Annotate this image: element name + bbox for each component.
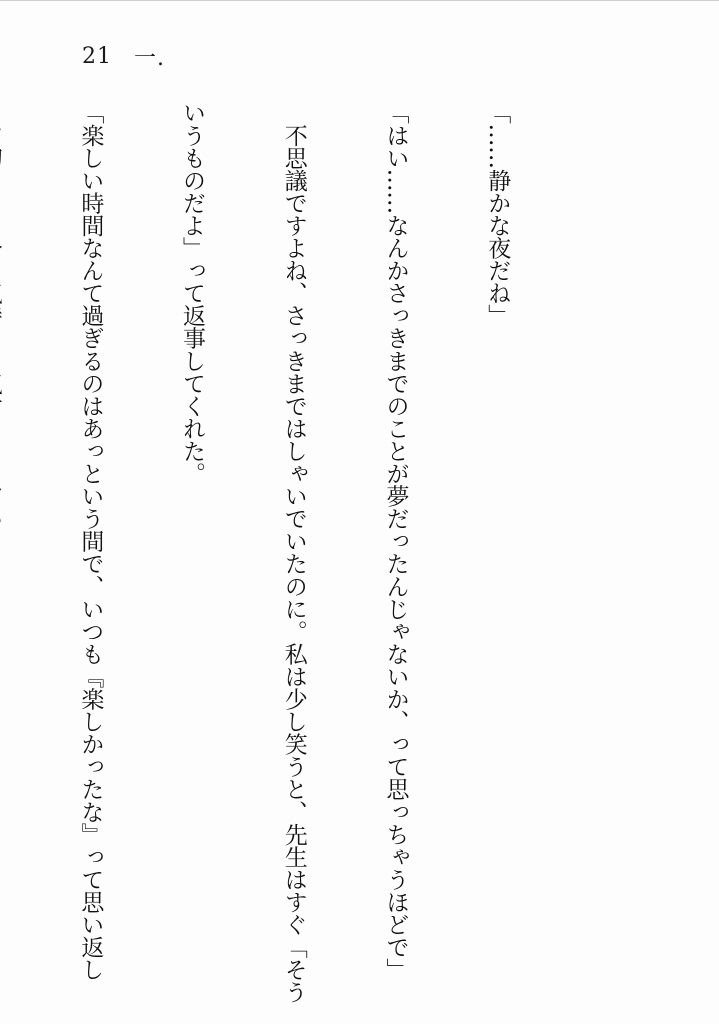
text-line: 不思議ですよね、さっきまではしゃいでいたのに。私は少し笑うと、先生はすぐ「そう (280, 101, 307, 1004)
page-number: 21 (82, 43, 112, 69)
chapter-title: 一. (134, 45, 165, 71)
vertical-text-body (0, 101, 581, 1004)
text-line: いうものだよ」って返事してくれた。 (179, 101, 206, 485)
text-line: 「……静かな夜だね」 (484, 101, 511, 327)
text-line (0, 101, 5, 916)
text-line: 「楽しい時間なんて過ぎるのはあっという間で、いつも『楽しかったな』って思い返し (77, 101, 104, 981)
page-header (82, 41, 165, 71)
text-line: 「はい……なんかさっきまでのことが夢だったんじゃないか、って思っちゃうほどで」 (382, 101, 409, 981)
